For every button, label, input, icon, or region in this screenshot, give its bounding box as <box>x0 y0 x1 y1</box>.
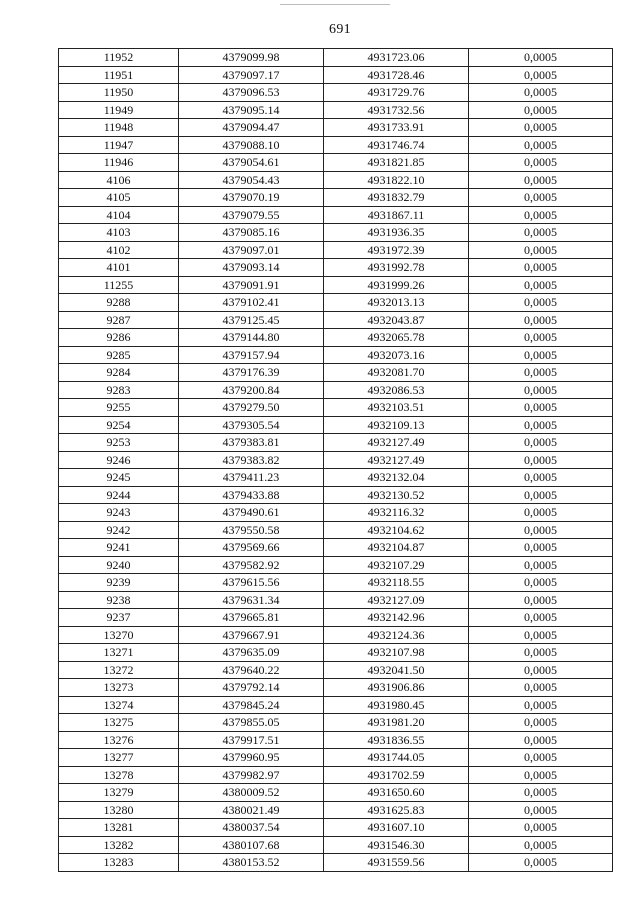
y-coordinate-cell: 4931732.56 <box>324 101 469 119</box>
accuracy-cell: 0,0005 <box>469 784 613 802</box>
table-row <box>59 224 613 242</box>
accuracy-cell: 0,0005 <box>469 364 613 382</box>
table-row <box>59 574 613 592</box>
accuracy-cell: 0,0005 <box>469 486 613 504</box>
table-row <box>59 171 613 189</box>
y-coordinate-cell: 4931650.60 <box>324 784 469 802</box>
x-coordinate-cell: 4379093.14 <box>179 259 324 277</box>
accuracy-cell: 0,0005 <box>469 136 613 154</box>
y-coordinate-cell: 4931607.10 <box>324 819 469 837</box>
accuracy-cell: 0,0005 <box>469 84 613 102</box>
table-row <box>59 364 613 382</box>
y-coordinate-cell: 4931867.11 <box>324 206 469 224</box>
x-coordinate-cell: 4379094.47 <box>179 119 324 137</box>
point-number-cell: 9285 <box>59 346 179 364</box>
x-coordinate-cell: 4379144.80 <box>179 329 324 347</box>
accuracy-cell: 0,0005 <box>469 451 613 469</box>
table-row <box>59 189 613 207</box>
accuracy-cell: 0,0005 <box>469 154 613 172</box>
y-coordinate-cell: 4932086.53 <box>324 381 469 399</box>
x-coordinate-cell: 4379054.43 <box>179 171 324 189</box>
y-coordinate-cell: 4931821.85 <box>324 154 469 172</box>
y-coordinate-cell: 4931832.79 <box>324 189 469 207</box>
point-number-cell: 13273 <box>59 679 179 697</box>
accuracy-cell: 0,0005 <box>469 189 613 207</box>
point-number-cell: 4106 <box>59 171 179 189</box>
x-coordinate-cell: 4379383.81 <box>179 434 324 452</box>
y-coordinate-cell: 4931906.86 <box>324 679 469 697</box>
x-coordinate-cell: 4379433.88 <box>179 486 324 504</box>
point-number-cell: 13280 <box>59 801 179 819</box>
point-number-cell: 11952 <box>59 49 179 67</box>
point-number-cell: 13276 <box>59 731 179 749</box>
y-coordinate-cell: 4931746.74 <box>324 136 469 154</box>
table-row <box>59 556 613 574</box>
accuracy-cell: 0,0005 <box>469 311 613 329</box>
table-row <box>59 154 613 172</box>
y-coordinate-cell: 4932142.96 <box>324 609 469 627</box>
y-coordinate-cell: 4932103.51 <box>324 399 469 417</box>
y-coordinate-cell: 4931702.59 <box>324 766 469 784</box>
point-number-cell: 13274 <box>59 696 179 714</box>
table-row <box>59 644 613 662</box>
x-coordinate-cell: 4379411.23 <box>179 469 324 487</box>
point-number-cell: 11255 <box>59 276 179 294</box>
x-coordinate-cell: 4379099.98 <box>179 49 324 67</box>
x-coordinate-cell: 4380153.52 <box>179 854 324 872</box>
accuracy-cell: 0,0005 <box>469 609 613 627</box>
y-coordinate-cell: 4931999.26 <box>324 276 469 294</box>
accuracy-cell: 0,0005 <box>469 521 613 539</box>
y-coordinate-cell: 4932132.04 <box>324 469 469 487</box>
accuracy-cell: 0,0005 <box>469 731 613 749</box>
y-coordinate-cell: 4932109.13 <box>324 416 469 434</box>
y-coordinate-cell: 4932116.32 <box>324 504 469 522</box>
accuracy-cell: 0,0005 <box>469 626 613 644</box>
point-number-cell: 13278 <box>59 766 179 784</box>
table-row <box>59 731 613 749</box>
table-row <box>59 521 613 539</box>
accuracy-cell: 0,0005 <box>469 539 613 557</box>
y-coordinate-cell: 4931744.05 <box>324 749 469 767</box>
x-coordinate-cell: 4379569.66 <box>179 539 324 557</box>
accuracy-cell: 0,0005 <box>469 329 613 347</box>
point-number-cell: 9246 <box>59 451 179 469</box>
table-row <box>59 819 613 837</box>
point-number-cell: 9287 <box>59 311 179 329</box>
x-coordinate-cell: 4379845.24 <box>179 696 324 714</box>
coordinates-table <box>58 48 613 872</box>
x-coordinate-cell: 4379085.16 <box>179 224 324 242</box>
point-number-cell: 11950 <box>59 84 179 102</box>
table-body <box>59 49 613 872</box>
point-number-cell: 9242 <box>59 521 179 539</box>
table-row <box>59 679 613 697</box>
point-number-cell: 4104 <box>59 206 179 224</box>
table-row <box>59 784 613 802</box>
accuracy-cell: 0,0005 <box>469 276 613 294</box>
table-row <box>59 66 613 84</box>
point-number-cell: 9245 <box>59 469 179 487</box>
y-coordinate-cell: 4932081.70 <box>324 364 469 382</box>
point-number-cell: 9243 <box>59 504 179 522</box>
table-row <box>59 766 613 784</box>
table-row <box>59 504 613 522</box>
accuracy-cell: 0,0005 <box>469 644 613 662</box>
point-number-cell: 9253 <box>59 434 179 452</box>
y-coordinate-cell: 4931936.35 <box>324 224 469 242</box>
table-row <box>59 626 613 644</box>
accuracy-cell: 0,0005 <box>469 836 613 854</box>
table-row <box>59 539 613 557</box>
x-coordinate-cell: 4379550.58 <box>179 521 324 539</box>
x-coordinate-cell: 4379102.41 <box>179 294 324 312</box>
y-coordinate-cell: 4931723.06 <box>324 49 469 67</box>
table-row <box>59 206 613 224</box>
point-number-cell: 9237 <box>59 609 179 627</box>
point-number-cell: 4101 <box>59 259 179 277</box>
table-row <box>59 749 613 767</box>
table-row <box>59 311 613 329</box>
x-coordinate-cell: 4379960.95 <box>179 749 324 767</box>
table-row <box>59 381 613 399</box>
accuracy-cell: 0,0005 <box>469 381 613 399</box>
table-row <box>59 276 613 294</box>
x-coordinate-cell: 4379054.61 <box>179 154 324 172</box>
x-coordinate-cell: 4379665.81 <box>179 609 324 627</box>
point-number-cell: 13271 <box>59 644 179 662</box>
accuracy-cell: 0,0005 <box>469 556 613 574</box>
point-number-cell: 11951 <box>59 66 179 84</box>
y-coordinate-cell: 4931972.39 <box>324 241 469 259</box>
accuracy-cell: 0,0005 <box>469 206 613 224</box>
point-number-cell: 13283 <box>59 854 179 872</box>
point-number-cell: 13270 <box>59 626 179 644</box>
y-coordinate-cell: 4931625.83 <box>324 801 469 819</box>
accuracy-cell: 0,0005 <box>469 766 613 784</box>
accuracy-cell: 0,0005 <box>469 101 613 119</box>
x-coordinate-cell: 4379635.09 <box>179 644 324 662</box>
x-coordinate-cell: 4380037.54 <box>179 819 324 837</box>
accuracy-cell: 0,0005 <box>469 661 613 679</box>
x-coordinate-cell: 4379383.82 <box>179 451 324 469</box>
point-number-cell: 11947 <box>59 136 179 154</box>
point-number-cell: 11946 <box>59 154 179 172</box>
y-coordinate-cell: 4931992.78 <box>324 259 469 277</box>
table-row <box>59 469 613 487</box>
accuracy-cell: 0,0005 <box>469 171 613 189</box>
table-row <box>59 801 613 819</box>
point-number-cell: 4102 <box>59 241 179 259</box>
accuracy-cell: 0,0005 <box>469 224 613 242</box>
table-row <box>59 696 613 714</box>
accuracy-cell: 0,0005 <box>469 241 613 259</box>
accuracy-cell: 0,0005 <box>469 399 613 417</box>
point-number-cell: 9286 <box>59 329 179 347</box>
accuracy-cell: 0,0005 <box>469 801 613 819</box>
table-row <box>59 854 613 872</box>
table-row <box>59 136 613 154</box>
point-number-cell: 13281 <box>59 819 179 837</box>
y-coordinate-cell: 4931980.45 <box>324 696 469 714</box>
accuracy-cell: 0,0005 <box>469 679 613 697</box>
x-coordinate-cell: 4379305.54 <box>179 416 324 434</box>
accuracy-cell: 0,0005 <box>469 259 613 277</box>
point-number-cell: 4103 <box>59 224 179 242</box>
x-coordinate-cell: 4379792.14 <box>179 679 324 697</box>
y-coordinate-cell: 4931733.91 <box>324 119 469 137</box>
y-coordinate-cell: 4932073.16 <box>324 346 469 364</box>
y-coordinate-cell: 4932127.09 <box>324 591 469 609</box>
table-row <box>59 49 613 67</box>
point-number-cell: 9284 <box>59 364 179 382</box>
x-coordinate-cell: 4379615.56 <box>179 574 324 592</box>
table-row <box>59 346 613 364</box>
x-coordinate-cell: 4379855.05 <box>179 714 324 732</box>
x-coordinate-cell: 4379582.92 <box>179 556 324 574</box>
x-coordinate-cell: 4379095.14 <box>179 101 324 119</box>
table-row <box>59 101 613 119</box>
x-coordinate-cell: 4379125.45 <box>179 311 324 329</box>
accuracy-cell: 0,0005 <box>469 854 613 872</box>
x-coordinate-cell: 4379176.39 <box>179 364 324 382</box>
point-number-cell: 13282 <box>59 836 179 854</box>
x-coordinate-cell: 4379157.94 <box>179 346 324 364</box>
top-rule <box>280 4 390 5</box>
table-row <box>59 119 613 137</box>
table-row <box>59 486 613 504</box>
point-number-cell: 9244 <box>59 486 179 504</box>
accuracy-cell: 0,0005 <box>469 49 613 67</box>
table-row <box>59 294 613 312</box>
x-coordinate-cell: 4379667.91 <box>179 626 324 644</box>
accuracy-cell: 0,0005 <box>469 66 613 84</box>
accuracy-cell: 0,0005 <box>469 119 613 137</box>
accuracy-cell: 0,0005 <box>469 574 613 592</box>
accuracy-cell: 0,0005 <box>469 714 613 732</box>
y-coordinate-cell: 4932127.49 <box>324 434 469 452</box>
x-coordinate-cell: 4379070.19 <box>179 189 324 207</box>
y-coordinate-cell: 4932107.29 <box>324 556 469 574</box>
y-coordinate-cell: 4932104.87 <box>324 539 469 557</box>
point-number-cell: 9240 <box>59 556 179 574</box>
x-coordinate-cell: 4379091.91 <box>179 276 324 294</box>
x-coordinate-cell: 4379917.51 <box>179 731 324 749</box>
y-coordinate-cell: 4931559.56 <box>324 854 469 872</box>
table-row <box>59 416 613 434</box>
page-number: 691 <box>329 22 351 37</box>
point-number-cell: 9288 <box>59 294 179 312</box>
point-number-cell: 9241 <box>59 539 179 557</box>
y-coordinate-cell: 4931981.20 <box>324 714 469 732</box>
accuracy-cell: 0,0005 <box>469 591 613 609</box>
x-coordinate-cell: 4379631.34 <box>179 591 324 609</box>
point-number-cell: 13272 <box>59 661 179 679</box>
table-row <box>59 591 613 609</box>
table-row <box>59 241 613 259</box>
x-coordinate-cell: 4379097.01 <box>179 241 324 259</box>
y-coordinate-cell: 4931822.10 <box>324 171 469 189</box>
y-coordinate-cell: 4932107.98 <box>324 644 469 662</box>
point-number-cell: 13277 <box>59 749 179 767</box>
y-coordinate-cell: 4932041.50 <box>324 661 469 679</box>
table-row <box>59 451 613 469</box>
point-number-cell: 9255 <box>59 399 179 417</box>
x-coordinate-cell: 4379982.97 <box>179 766 324 784</box>
y-coordinate-cell: 4932124.36 <box>324 626 469 644</box>
x-coordinate-cell: 4379200.84 <box>179 381 324 399</box>
table-row <box>59 259 613 277</box>
table-row <box>59 399 613 417</box>
accuracy-cell: 0,0005 <box>469 504 613 522</box>
point-number-cell: 11949 <box>59 101 179 119</box>
y-coordinate-cell: 4931546.30 <box>324 836 469 854</box>
x-coordinate-cell: 4379088.10 <box>179 136 324 154</box>
x-coordinate-cell: 4379490.61 <box>179 504 324 522</box>
table-row <box>59 661 613 679</box>
table-row <box>59 84 613 102</box>
accuracy-cell: 0,0005 <box>469 416 613 434</box>
y-coordinate-cell: 4931728.46 <box>324 66 469 84</box>
y-coordinate-cell: 4932013.13 <box>324 294 469 312</box>
y-coordinate-cell: 4932104.62 <box>324 521 469 539</box>
point-number-cell: 9254 <box>59 416 179 434</box>
x-coordinate-cell: 4379097.17 <box>179 66 324 84</box>
x-coordinate-cell: 4379096.53 <box>179 84 324 102</box>
x-coordinate-cell: 4379279.50 <box>179 399 324 417</box>
table-row <box>59 609 613 627</box>
y-coordinate-cell: 4932043.87 <box>324 311 469 329</box>
accuracy-cell: 0,0005 <box>469 469 613 487</box>
table-row <box>59 836 613 854</box>
y-coordinate-cell: 4932118.55 <box>324 574 469 592</box>
point-number-cell: 13279 <box>59 784 179 802</box>
x-coordinate-cell: 4380009.52 <box>179 784 324 802</box>
y-coordinate-cell: 4932127.49 <box>324 451 469 469</box>
point-number-cell: 13275 <box>59 714 179 732</box>
table-row <box>59 329 613 347</box>
x-coordinate-cell: 4379640.22 <box>179 661 324 679</box>
x-coordinate-cell: 4380021.49 <box>179 801 324 819</box>
accuracy-cell: 0,0005 <box>469 346 613 364</box>
table-row <box>59 714 613 732</box>
y-coordinate-cell: 4932065.78 <box>324 329 469 347</box>
y-coordinate-cell: 4931836.55 <box>324 731 469 749</box>
accuracy-cell: 0,0005 <box>469 749 613 767</box>
point-number-cell: 9283 <box>59 381 179 399</box>
point-number-cell: 9239 <box>59 574 179 592</box>
x-coordinate-cell: 4379079.55 <box>179 206 324 224</box>
point-number-cell: 11948 <box>59 119 179 137</box>
accuracy-cell: 0,0005 <box>469 294 613 312</box>
table-row <box>59 434 613 452</box>
accuracy-cell: 0,0005 <box>469 819 613 837</box>
accuracy-cell: 0,0005 <box>469 696 613 714</box>
y-coordinate-cell: 4931729.76 <box>324 84 469 102</box>
point-number-cell: 9238 <box>59 591 179 609</box>
y-coordinate-cell: 4932130.52 <box>324 486 469 504</box>
x-coordinate-cell: 4380107.68 <box>179 836 324 854</box>
point-number-cell: 4105 <box>59 189 179 207</box>
accuracy-cell: 0,0005 <box>469 434 613 452</box>
